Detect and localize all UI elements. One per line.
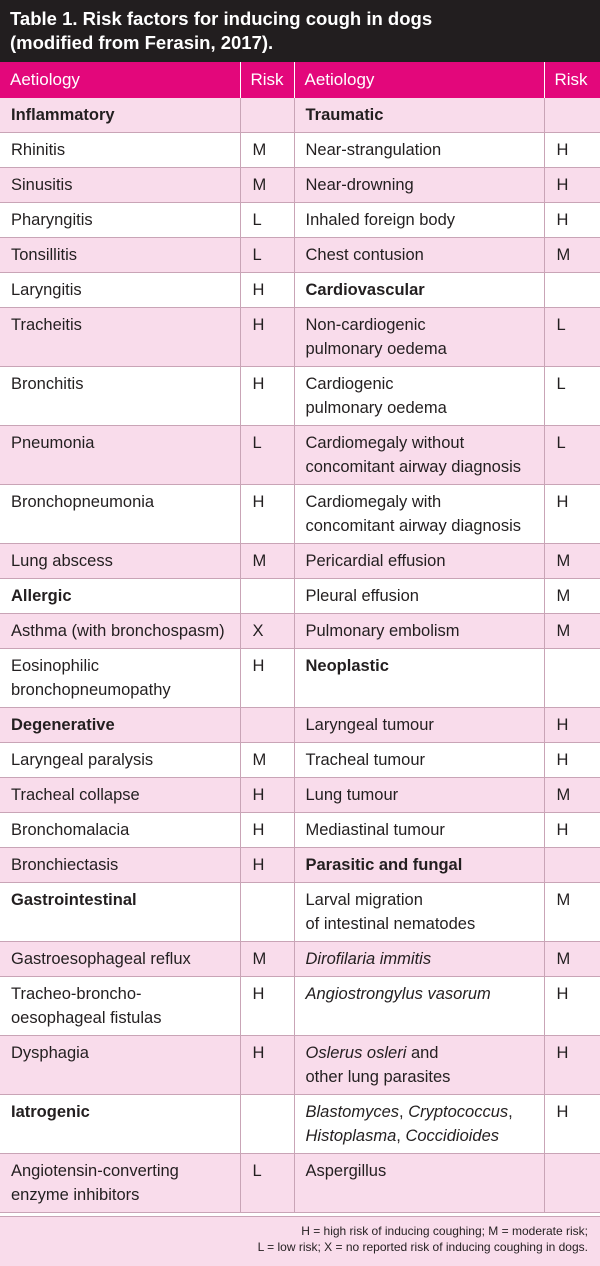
table-row [0,708,600,743]
risk-cell: L [240,203,294,238]
table-row [0,308,600,367]
aetiology-cell [294,1095,544,1154]
table-row [0,883,600,942]
risk-factors-table [0,62,600,1213]
aetiology-cell: Laryngitis [0,273,240,308]
risk-cell [240,883,294,942]
aetiology-cell [0,1154,240,1213]
cell-line: pulmonary oedema [305,399,447,417]
risk-cell: H [240,308,294,367]
risk-cell: H [240,367,294,426]
risk-cell: H [240,977,294,1036]
risk-cell: L [240,1154,294,1213]
cell-line: Histoplasma, Coccidioides [305,1127,500,1145]
aetiology-cell: Dysphagia [0,1036,240,1095]
risk-cell: H [240,778,294,813]
aetiology-cell: Pharyngitis [0,203,240,238]
aetiology-cell: Mediastinal tumour [294,813,544,848]
aetiology-cell [294,1036,544,1095]
risk-cell: M [240,544,294,579]
aetiology-cell: Rhinitis [0,133,240,168]
risk-cell: H [544,977,600,1036]
risk-cell: M [544,883,600,942]
cell-line: Cardiomegaly with [305,493,442,511]
genus-name: Cryptococcus [408,1103,509,1121]
risk-cell: L [544,367,600,426]
aetiology-cell: Laryngeal paralysis [0,743,240,778]
title-line-1: Table 1. Risk factors for inducing cough in dogs [10,8,433,29]
category-iatrogenic: Iatrogenic [0,1095,240,1154]
genus-name: Coccidioides [405,1127,500,1145]
aetiology-cell: Dirofilaria immitis [294,942,544,977]
risk-cell [240,98,294,133]
cell-line: enzyme inhibitors [11,1186,140,1204]
aetiology-cell: Bronchitis [0,367,240,426]
risk-cell: M [240,133,294,168]
category-cardiovascular: Cardiovascular [294,273,544,308]
footnote-line-2: L = low risk; X = no reported risk of inducing coughing in dogs. [257,1240,588,1254]
aetiology-cell [294,883,544,942]
species-name: Oslerus osleri [305,1044,407,1062]
aetiology-cell [294,308,544,367]
table-row [0,98,600,133]
aetiology-cell: Sinusitis [0,168,240,203]
risk-cell: H [240,485,294,544]
cell-line: Larval migration [305,891,423,909]
aetiology-cell: Asthma (with bronchospasm) [0,614,240,649]
aetiology-cell: Tonsillitis [0,238,240,273]
category-traumatic: Traumatic [294,98,544,133]
risk-cell: L [240,238,294,273]
table-row [0,1154,600,1213]
aetiology-cell: Tracheal collapse [0,778,240,813]
risk-cell: X [240,614,294,649]
risk-cell: H [240,649,294,708]
risk-cell [544,848,600,883]
risk-cell: M [544,614,600,649]
risk-cell: H [544,708,600,743]
risk-cell: M [544,238,600,273]
risk-cell: M [240,743,294,778]
aetiology-cell: Tracheal tumour [294,743,544,778]
header-risk-right: Risk [544,62,600,98]
table-row [0,544,600,579]
aetiology-cell: Bronchiectasis [0,848,240,883]
aetiology-cell [294,426,544,485]
risk-cell: H [544,203,600,238]
aetiology-cell: Pulmonary embolism [294,614,544,649]
cell-line: Angiotensin-converting [11,1162,179,1180]
footnote-line-1: H = high risk of inducing coughing; M = moderate risk; [301,1224,588,1238]
table-row [0,778,600,813]
aetiology-cell: Near-strangulation [294,133,544,168]
risk-cell: H [240,848,294,883]
table-row [0,848,600,883]
cell-line: concomitant airway diagnosis [305,517,522,535]
risk-cell: M [544,544,600,579]
risk-cell [240,1095,294,1154]
table-row [0,649,600,708]
risk-cell: M [544,778,600,813]
cell-line: Blastomyces, Cryptococcus, [305,1103,513,1121]
table-row [0,203,600,238]
risk-cell [544,273,600,308]
table-row [0,579,600,614]
cell-line: other lung parasites [305,1068,451,1086]
category-parasitic-and-fungal: Parasitic and fungal [294,848,544,883]
aetiology-cell: Angiostrongylus vasorum [294,977,544,1036]
cell-line: Non-cardiogenic [305,316,426,334]
risk-cell: H [240,1036,294,1095]
aetiology-cell: Aspergillus [294,1154,544,1213]
category-inflammatory: Inflammatory [0,98,240,133]
table-row [0,1095,600,1154]
table-row [0,168,600,203]
genus-name: Blastomyces [305,1103,400,1121]
table-row [0,133,600,168]
risk-cell: H [544,813,600,848]
risk-cell: M [544,579,600,614]
cell-line: of intestinal nematodes [305,915,476,933]
risk-cell [544,1154,600,1213]
header-risk-left: Risk [240,62,294,98]
aetiology-cell: Bronchopneumonia [0,485,240,544]
aetiology-cell [294,367,544,426]
table-row [0,485,600,544]
header-row [0,62,600,98]
risk-cell [544,98,600,133]
risk-cell: M [240,168,294,203]
cell-line: pulmonary oedema [305,340,447,358]
risk-cell: H [544,485,600,544]
category-allergic: Allergic [0,579,240,614]
header-aetiology-left: Aetiology [0,62,240,98]
risk-cell: M [240,942,294,977]
aetiology-cell: Gastroesophageal reflux [0,942,240,977]
risk-cell: H [544,1095,600,1154]
aetiology-cell: Pneumonia [0,426,240,485]
category-degenerative: Degenerative [0,708,240,743]
cell-line: concomitant airway diagnosis [305,458,522,476]
table-row [0,813,600,848]
risk-cell: H [544,133,600,168]
cell-line: oesophageal fistulas [11,1009,162,1027]
table-row [0,1036,600,1095]
cell-line: Cardiomegaly without [305,434,465,452]
risk-cell: L [240,426,294,485]
aetiology-cell: Laryngeal tumour [294,708,544,743]
aetiology-cell: Pleural effusion [294,579,544,614]
table-row [0,977,600,1036]
table-title [0,0,600,62]
table-row [0,273,600,308]
risk-cell: H [240,273,294,308]
aetiology-cell [0,977,240,1036]
table-row [0,426,600,485]
table-row [0,743,600,778]
aetiology-cell [0,649,240,708]
risk-cell: H [544,168,600,203]
cell-line: Eosinophilic [11,657,100,675]
risk-cell [240,579,294,614]
risk-cell: M [544,942,600,977]
aetiology-cell: Lung abscess [0,544,240,579]
aetiology-cell: Near-drowning [294,168,544,203]
cell-line: Tracheo-broncho- [11,985,142,1003]
risk-cell [240,708,294,743]
aetiology-cell [294,485,544,544]
risk-cell [544,649,600,708]
table-row [0,614,600,649]
table-footnote [0,1216,600,1266]
cell-line: Cardiogenic [305,375,394,393]
aetiology-cell: Pericardial effusion [294,544,544,579]
cell-line: bronchopneumopathy [11,681,171,699]
aetiology-cell: Tracheitis [0,308,240,367]
risk-cell: H [240,813,294,848]
category-gastrointestinal: Gastrointestinal [0,883,240,942]
aetiology-cell: Lung tumour [294,778,544,813]
risk-cell: H [544,1036,600,1095]
cell-text: and [406,1044,439,1062]
risk-cell: L [544,308,600,367]
risk-cell: L [544,426,600,485]
aetiology-cell: Inhaled foreign body [294,203,544,238]
aetiology-cell: Chest contusion [294,238,544,273]
aetiology-cell: Bronchomalacia [0,813,240,848]
category-neoplastic: Neoplastic [294,649,544,708]
table-row [0,367,600,426]
header-aetiology-right: Aetiology [294,62,544,98]
table-row [0,238,600,273]
risk-cell: H [544,743,600,778]
title-line-2: (modified from Ferasin, 2017). [10,32,274,53]
genus-name: Histoplasma [305,1127,397,1145]
table-row [0,942,600,977]
cell-line [306,1041,534,1065]
